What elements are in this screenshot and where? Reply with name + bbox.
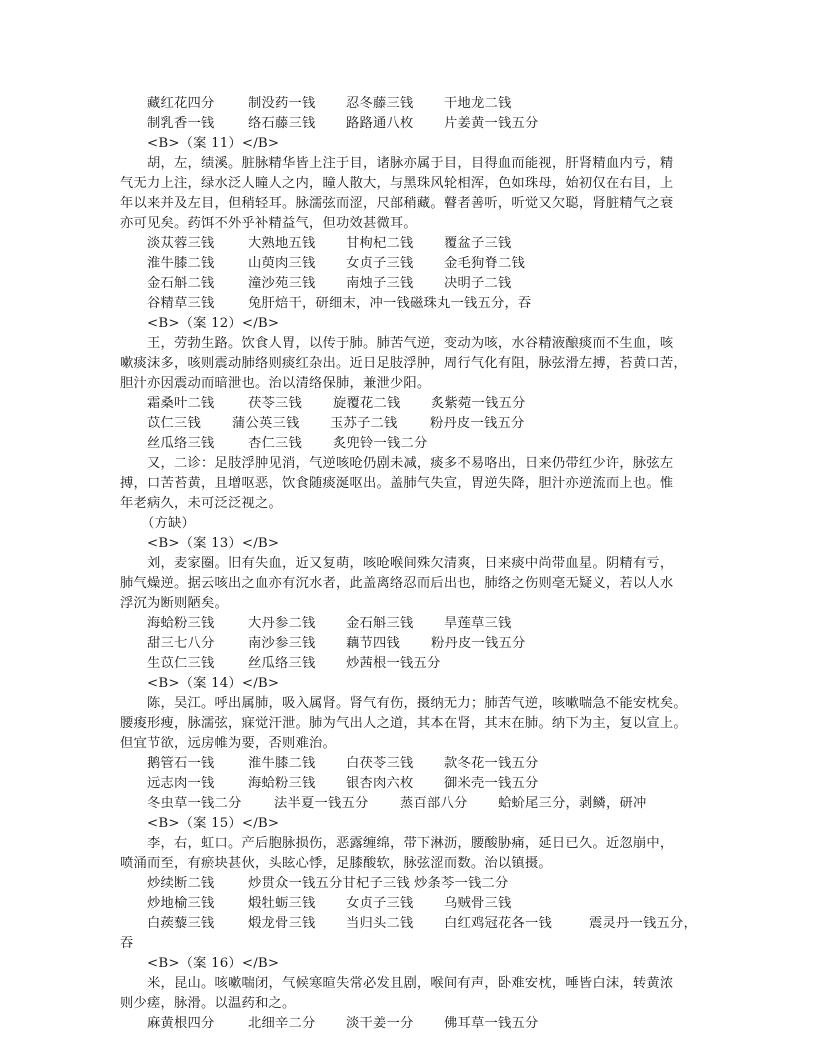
herb-item: 杏仁三钱 — [248, 436, 302, 451]
paragraph-line: 吞 — [120, 936, 134, 951]
herb-row — [147, 656, 440, 672]
herb-item: 女贞子三钱 — [346, 256, 414, 271]
herb-item: 佛耳草一钱五分 — [444, 1016, 539, 1031]
herb-item: 络石藤三钱 — [248, 116, 316, 131]
herb-item: 煅牡蛎三钱 — [248, 896, 316, 911]
herb-item: 煅龙骨三钱 — [248, 916, 316, 931]
herb-item: 旋覆花二钱 — [333, 396, 401, 411]
paragraph-line: 米，昆山。咳嗽喘闭，气候寒暄失常必发且剧，喉间有声，卧难安枕，唾皆白沫，转黄浓 — [147, 976, 674, 991]
herb-item: 茯苓三钱 — [248, 396, 302, 411]
paragraph-line: 搏，口苦苔黄，且增呕恶，饮食随痰涎呕出。盖肺气失宣，胃逆失降，胆汁亦逆流而上也。惟 — [120, 476, 674, 491]
herb-item: 北细辛二分 — [248, 1016, 316, 1031]
herb-item: 炒地榆三钱 — [147, 896, 215, 911]
herb-item: 御米壳一钱五分 — [444, 776, 539, 791]
herb-item: 金石斛二钱 — [147, 276, 215, 291]
herb-row — [147, 896, 511, 912]
herb-item: 蛤蚧尾三分，剥鳞，研冲 — [498, 796, 647, 811]
herb-item: 麻黄根四分 — [147, 1016, 215, 1031]
herb-item: 乌贼骨三钱 — [444, 896, 512, 911]
paragraph-line: 刘，麦家圈。旧有失血，近又复萌，咳呛喉间殊欠清爽，日来痰中尚带血星。阴精有亏， — [147, 556, 674, 571]
herb-item: 大熟地五钱 — [248, 236, 316, 251]
herb-item: 山萸肉三钱 — [248, 256, 316, 271]
herb-item: 法半夏一钱五分 — [274, 796, 369, 811]
herb-item: 南沙参三钱 — [248, 636, 316, 651]
herb-row — [147, 916, 697, 932]
paragraph-line: 胡，左，绩溪。脏脉精华皆上注于目，诸脉亦属于目，目得血而能视，肝肾精血内亏，精 — [147, 156, 674, 171]
herb-item: 玉苏子二钱 — [330, 416, 398, 431]
herb-row — [147, 276, 511, 292]
herb-row — [147, 756, 538, 772]
herb-item: 冬虫草一钱二分 — [147, 796, 242, 811]
herb-item: 白蒺藜三钱 — [147, 916, 215, 931]
missing-prescription-note: （方缺） — [141, 516, 195, 531]
herb-item: 粉丹皮一钱五分 — [431, 636, 526, 651]
paragraph-line: 肺气燥逆。据云咳出之血亦有沉水者，此盖离络忍而后出也，肺络之伤则亳无疑义，若以人水 — [120, 576, 674, 591]
herb-item: 蒸百部八分 — [400, 796, 468, 811]
herb-item: 海蛤粉三钱 — [147, 616, 215, 631]
herb-item: 金石斛三钱 — [346, 616, 414, 631]
herb-item: 海蛤粉三钱 — [248, 776, 316, 791]
herb-row — [147, 96, 511, 112]
herb-item: 炒条芩一钱二分 — [414, 876, 509, 891]
herb-item: 淡干姜一分 — [346, 1016, 414, 1031]
herb-item: 覆盆子三钱 — [444, 236, 512, 251]
herb-item: 生苡仁三钱 — [147, 656, 215, 671]
case-header: <B>（案 16）</B> — [147, 956, 280, 971]
paragraph-line: 年以来并及左目，但稍轻耳。脉濡弦而涩，尺部稍藏。瞽者善听，听觉又欠聪，肾脏精气之衰 — [120, 196, 674, 211]
paragraph-line: 但宜节欲，远房帷为要，否则难治。 — [120, 736, 336, 751]
paragraph-line: 喷涌而至，有瘀块甚伙，头眩心悸，足膝酸软，脉弦涩而数。治以镇摄。 — [120, 856, 552, 871]
case-header: <B>（案 13）</B> — [147, 536, 280, 551]
paragraph-line: 又，二诊：足肢浮肿见消，气逆咳呛仍剧未减，痰多不易咯出，日来仍带红少许，脉弦左 — [147, 456, 674, 471]
herb-row — [147, 436, 427, 452]
herb-item: 丝瓜络三钱 — [147, 436, 215, 451]
herb-item: 炒贯众一钱五分甘杞子三钱 — [248, 876, 410, 891]
case-header: <B>（案 14）</B> — [147, 676, 280, 691]
herb-item: 女贞子三钱 — [346, 896, 414, 911]
herb-item: 大丹参二钱 — [248, 616, 316, 631]
herb-row — [147, 1016, 538, 1032]
paragraph-line: 王，劳勃生路。饮食人胃，以传于肺。肺苦气逆，变动为咳，水谷精液酿痰而不生血，咳 — [147, 336, 674, 351]
herb-item: 干地龙二钱 — [444, 96, 512, 111]
paragraph-line: 气无力上注，绿水泛人瞳人之内，瞳人散大，与黑珠风轮相浑，色如珠母，始初仅在右目，上 — [120, 176, 674, 191]
paragraph-line: 腰痠形瘦，脉濡弦，寐觉汗泄。肺为气出人之道，其本在肾，其末在肺。纳下为主，复以宣上。 — [120, 716, 687, 731]
herb-item: 远志肉一钱 — [147, 776, 215, 791]
paragraph-line: 嗽痰沫多，咳则震动肺络则痰红杂出。近日足肢浮肿，周行气化有阻，脉弦滑左搏，苔黄口苦， — [120, 356, 687, 371]
herb-item: 忍冬藤三钱 — [346, 96, 414, 111]
herb-item: 淮牛膝二钱 — [248, 756, 316, 771]
herb-row — [147, 296, 531, 312]
herb-item: 谷精草三钱 — [147, 296, 215, 311]
herb-item: 鹅管石一钱 — [147, 756, 215, 771]
herb-item: 南烛子三钱 — [346, 276, 414, 291]
herb-item: 路路通八枚 — [346, 116, 414, 131]
herb-row — [147, 616, 511, 632]
paragraph-line: 胆汁亦因震动而暗泄也。治以清络保肺，兼泄少阳。 — [120, 376, 431, 391]
paragraph-line: 则少瘥，脉滑。以温药和之。 — [120, 996, 296, 1011]
herb-item: 炒茜根一钱五分 — [346, 656, 441, 671]
herb-item: 甘枸杞二钱 — [346, 236, 414, 251]
herb-row — [147, 416, 524, 432]
herb-item: 白红鸡冠花各一钱 — [444, 916, 552, 931]
herb-item: 潼沙苑三钱 — [248, 276, 316, 291]
herb-item: 淮牛膝二钱 — [147, 256, 215, 271]
herb-item: 银杏肉六枚 — [346, 776, 414, 791]
herb-item: 藕节四钱 — [346, 636, 400, 651]
herb-item: 炙兜铃一钱二分 — [333, 436, 428, 451]
herb-item: 粉丹皮一钱五分 — [430, 416, 525, 431]
herb-item: 制没药一钱 — [248, 96, 316, 111]
herb-item: 片姜黄一钱五分 — [444, 116, 539, 131]
herb-row — [147, 396, 525, 412]
paragraph-line: 李，右，虹口。产后胞脉损伤，恶露缠绵，带下淋沥，腰酸胁痛，延日已久。近忽崩中， — [147, 836, 674, 851]
herb-row — [147, 236, 511, 252]
paragraph-line: 年老病久，未可泛泛视之。 — [120, 496, 282, 511]
herb-row — [147, 116, 538, 132]
herb-item: 藏红花四分 — [147, 96, 215, 111]
herb-item: 旱莲草三钱 — [444, 616, 512, 631]
case-header: <B>（案 11）</B> — [147, 136, 280, 151]
herb-row — [147, 636, 525, 652]
herb-row — [147, 796, 646, 812]
herb-item: 炒续断二钱 — [147, 876, 215, 891]
paragraph-line: 陈，吴江。呼出属肺，吸入属肾。肾气有伤，摄纳无力；肺苦气逆，咳嗽喘急不能安枕矣。 — [147, 696, 687, 711]
herb-item: 兔肝焙干，研细末，冲一钱磁珠丸一钱五分，吞 — [248, 296, 532, 311]
herb-item: 决明子二钱 — [444, 276, 512, 291]
herb-row — [147, 776, 538, 792]
paragraph-line: 亦可见矣。药饵不外乎补精益气，但功效甚微耳。 — [120, 216, 417, 231]
herb-item: 制乳香一钱 — [147, 116, 215, 131]
paragraph-line: 浮沉为断则陋矣。 — [120, 596, 228, 611]
herb-item: 白茯苓三钱 — [346, 756, 414, 771]
herb-item: 苡仁三钱 — [147, 416, 201, 431]
herb-item: 震灵丹一钱五分， — [589, 916, 697, 931]
herb-item: 当归头二钱 — [346, 916, 414, 931]
herb-item: 淡苁蓉三钱 — [147, 236, 215, 251]
case-header: <B>（案 12）</B> — [147, 316, 280, 331]
herb-item: 霜桑叶二钱 — [147, 396, 215, 411]
herb-item: 丝瓜络三钱 — [248, 656, 316, 671]
herb-item: 炙紫菀一钱五分 — [431, 396, 526, 411]
herb-item: 甜三七八分 — [147, 636, 215, 651]
case-header: <B>（案 15）</B> — [147, 816, 280, 831]
herb-item: 蒲公英三钱 — [232, 416, 300, 431]
herb-row — [147, 256, 525, 272]
herb-row — [147, 876, 508, 892]
herb-item: 金毛狗脊二钱 — [444, 256, 525, 271]
herb-item: 款冬花一钱五分 — [444, 756, 539, 771]
